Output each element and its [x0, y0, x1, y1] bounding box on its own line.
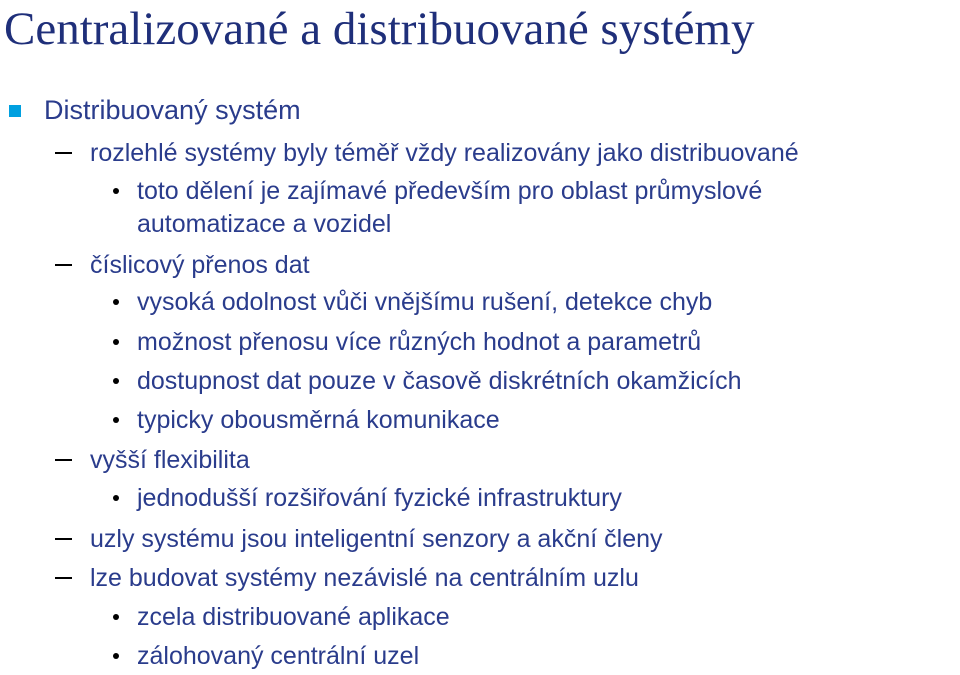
bullet-text: lze budovat systémy nezávislé na centrálním uzlu: [90, 564, 639, 592]
bullet-item: [137, 405, 500, 435]
bullet-item: [137, 327, 701, 357]
bullet-heading: [44, 94, 301, 126]
bullet-text: uzly systému jsou inteligentní senzory a akční členy: [90, 525, 663, 553]
dash-bullet-icon: [55, 577, 72, 579]
dot-bullet-icon: [113, 339, 119, 345]
dot-bullet-icon: [113, 299, 119, 305]
bullet-text: rozlehlé systémy byly téměř vždy realizovány jako distribuované: [90, 139, 799, 167]
slide-title: Centralizované a distribuované systémy: [4, 3, 755, 55]
dash-bullet-icon: [55, 152, 72, 154]
dash-bullet-icon: [55, 264, 72, 266]
dot-bullet-icon: [113, 417, 119, 423]
bullet-text: dostupnost dat pouze v časově diskrétních okamžicích: [137, 367, 742, 395]
bullet-text: vyšší flexibilita: [90, 446, 250, 474]
bullet-text: zcela distribuované aplikace: [137, 603, 450, 631]
dot-bullet-icon: [113, 378, 119, 384]
bullet-item: [137, 641, 419, 671]
dot-bullet-icon: [113, 495, 119, 501]
bullet-text: jednodušší rozšiřování fyzické infrastruktury: [137, 484, 622, 512]
bullet-text: Distribuovaný systém: [44, 95, 301, 125]
bullet-item: [90, 445, 250, 475]
bullet-text: toto dělení je zajímavé především pro oblast průmyslové: [137, 177, 763, 205]
bullet-item-continuation: [137, 209, 391, 239]
bullet-text: číslicový přenos dat: [90, 251, 310, 279]
square-bullet-icon: [9, 105, 21, 117]
bullet-text: možnost přenosu více různých hodnot a parametrů: [137, 328, 702, 356]
bullet-item: [90, 138, 799, 168]
bullet-text: typicky obousměrná komunikace: [137, 406, 500, 434]
dot-bullet-icon: [113, 653, 119, 659]
bullet-text: vysoká odolnost vůči vnějšímu rušení, detekce chyb: [137, 288, 713, 316]
bullet-text: zálohovaný centrální uzel: [137, 642, 420, 670]
dot-bullet-icon: [113, 614, 119, 620]
bullet-item: [137, 366, 742, 396]
bullet-item: [90, 524, 663, 554]
bullet-text: automatizace a vozidel: [137, 210, 392, 238]
dot-bullet-icon: [113, 188, 119, 194]
bullet-item: [137, 176, 762, 206]
bullet-item: [90, 250, 310, 280]
bullet-item: [137, 287, 712, 317]
bullet-item: [137, 483, 622, 513]
bullet-item: [137, 602, 450, 632]
dash-bullet-icon: [55, 538, 72, 540]
dash-bullet-icon: [55, 459, 72, 461]
bullet-item: [90, 563, 639, 593]
